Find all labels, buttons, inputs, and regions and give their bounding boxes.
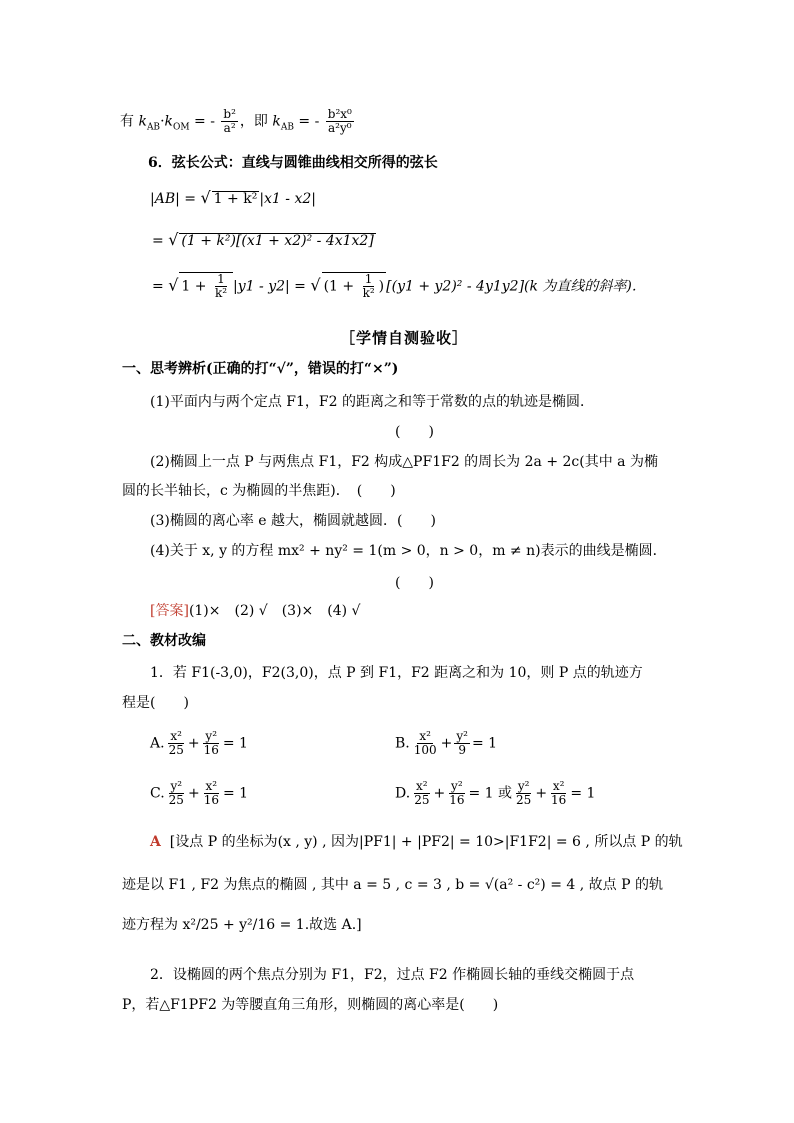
answer-blank-4: ( )	[395, 575, 434, 591]
answer-text: (1)× (2) √ (3)× (4) √	[188, 603, 361, 619]
formula-text: |y1 - y2| =	[233, 278, 306, 295]
solution-answer: A	[150, 834, 161, 850]
chord-formula-line-1: |AB| = √ 1 + k² |x1 - x2|	[150, 188, 316, 207]
formula-text: |AB| =	[150, 191, 197, 207]
question-4: (4)关于 x, y 的方程 mx² + ny² = 1(m > 0，n > 0，m ≠ n)表示的曲线是椭圆．	[150, 543, 667, 559]
solution-line-2: 迹是以 F1 , F2 为焦点的椭圆 , 其中 a = 5 , c = 3 , b = √(a² - c²) = 4 , 故点 P 的轨	[122, 877, 663, 893]
option-a: A. $\frac{\text{x²}}{25}$ + $\frac{\text{y²}}{16}$ = 1	[150, 729, 248, 758]
section-2-title: 二、教材改编	[122, 633, 206, 649]
section-1-title: 一、思考辨析(正确的打“√”，错误的打“×”)	[122, 361, 399, 377]
problem-2-cont: P，若△F1PF2 为等腰直角三角形，则椭圆的离心率是( )	[122, 997, 499, 1013]
option-d: D. $\frac{\text{x²}}{25}$ + $\frac{\text{y²}}{16}$ = 1 或 $\frac{\text{y²}}{25}$ + $\frac{\text{x²}}{16}$ = 1	[395, 779, 596, 808]
chord-formula-line-3: = √ 1 + $\frac{1}{\text{k²}}$ |y1 - y2| = √ (1 + $\frac{1}{\text{k²}}$ ) [(y1 + y2)² - 4y1y2](k 为直线的斜率)．	[152, 272, 646, 301]
answer-blank-1: ( )	[395, 424, 434, 440]
section-header: ［学情自测验收］	[340, 329, 469, 347]
solution-line-1	[150, 835, 683, 849]
problem-1-cont: 程是( )	[122, 695, 189, 711]
formula-text: |x1 - x2|	[259, 191, 316, 207]
question-2-cont: 圆的长半轴长，c 为椭圆的半焦距)． ( )	[122, 483, 396, 499]
question-2: (2)椭圆上一点 P 与两焦点 F1，F2 构成△PF1F2 的周长为 2a + 2c(其中 a 为椭	[150, 454, 658, 470]
solution-line-3: 迹方程为 x²/25 + y²/16 = 1.故选 A.]	[122, 917, 362, 933]
question-1: (1)平面内与两个定点 F1，F2 的距离之和等于常数的点的轨迹是椭圆．	[150, 394, 594, 410]
problem-1: 1．若 F1(-3,0)，F2(3,0)，点 P 到 F1，F2 距离之和为 10，则 P 点的轨迹方	[150, 665, 643, 681]
slope-product-line: 有 $k_{AB}\cdot k_{OM}$ = - $\frac{\text{b²}}{\text{a²}}$ ，即 $k_{AB}$ = - $\frac{\text{b²x⁰}}{\text{a²y⁰}}$	[120, 107, 352, 136]
question-3: (3)椭圆的离心率 e 越大，椭圆就越圆．( )	[150, 513, 436, 529]
problem-2: 2．设椭圆的两个焦点分别为 F1，F2，过点 F2 作椭圆长轴的垂线交椭圆于点	[150, 967, 635, 983]
chord-formula-heading: 6．弦长公式：直线与圆锥曲线相交所得的弦长	[148, 155, 438, 171]
option-b: B. $\frac{\text{x²}}{100}$ + $\frac{\text{y²}}{9}$ = 1	[395, 729, 498, 758]
formula-text: [(y1 + y2)² - 4y1y2](k 为直线的斜率)．	[386, 278, 646, 295]
answer-label: [答案]	[150, 603, 189, 619]
answer-line	[150, 604, 360, 618]
chord-formula-line-2: = √ (1 + k²)[(x1 + x2)² - 4x1x2]	[152, 230, 374, 249]
option-c: C. $\frac{\text{y²}}{25}$ + $\frac{\text{x²}}{16}$ = 1	[150, 779, 249, 808]
formula-text: (1 + k²)[(x1 + x2)² - 4x1x2]	[181, 233, 374, 249]
formula-text: =	[152, 233, 164, 249]
solution-text: [设点 P 的坐标为(x , y) , 因为|PF1| + |PF2| = 10>|F1F2| = 6 , 所以点 P 的轨	[169, 834, 683, 850]
formula-text: 1 + k²	[213, 191, 258, 207]
formula-text: =	[152, 278, 164, 295]
